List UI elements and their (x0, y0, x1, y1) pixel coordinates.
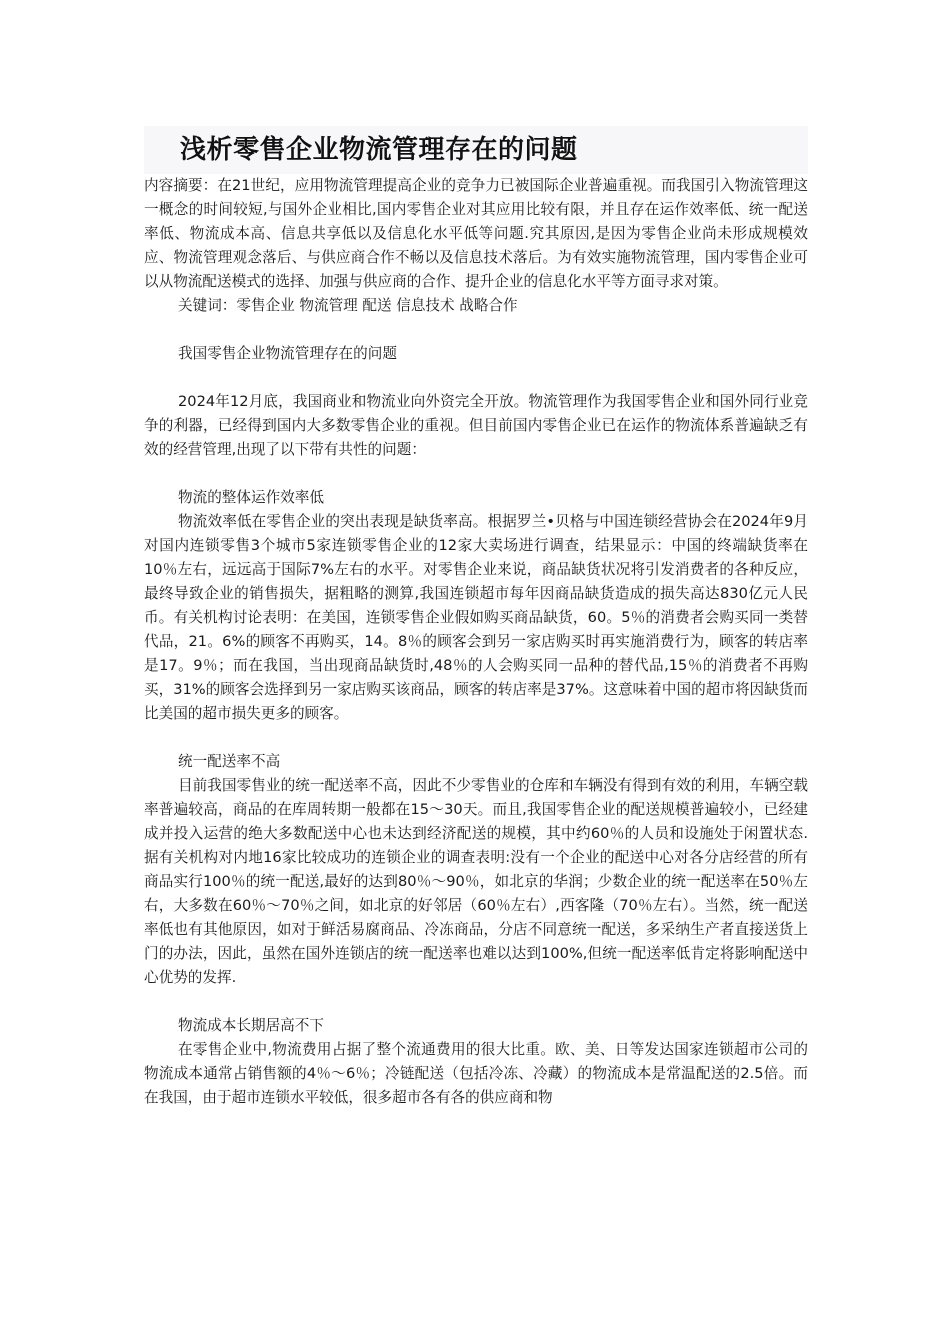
document-title: 浅析零售企业物流管理存在的问题 (180, 135, 578, 165)
spacer (144, 726, 808, 750)
keywords-line: 关键词：零售企业 物流管理 配送 信息技术 战略合作 (178, 297, 518, 314)
section-heading: 我国零售企业物流管理存在的问题 (178, 345, 397, 362)
intro-paragraph: 2024年12月底，我国商业和物流业向外资完全开放。物流管理作为我国零售企业和国外同行业竞争的利器，已经得到国内大多数零售企业的重视。但目前国内零售企业已在运作的物流体系普遍缺乏有效的经营管理,出现了以下带有共性的问题： (144, 393, 808, 458)
abstract-paragraph: 内容摘要：在21世纪，应用物流管理提高企业的竞争力已被国际企业普遍重视。而我国引入物流管理这一概念的时间较短,与国外企业相比,国内零售企业对其应用比较有限，并且存在运作效率低、统一配送率低、物流成本高、信息共享低以及信息化水平低等问题.究其原因,是因为零售企业尚未形成规模效应、物流管理观念落后、与供应商合作不畅以及信息技术落后。为有效实施物流管理，国内零售企业可以从物流配送模式的选择、加强与供应商的合作、提升企业的信息化水平等方面寻求对策。 (144, 177, 808, 290)
subsection-text-efficiency: 物流效率低在零售企业的突出表现是缺货率高。根据罗兰•贝格与中国连锁经营协会在2024年9月对国内连锁零售3个城市5家连锁零售企业的12家大卖场进行调查，结果显示：中国的终端缺货率在10％左右，远远高于国际7%左右的水平。对零售企业来说，商品缺货状况将引发消费者的各种反应，最终导致企业的销售损失，据粗略的测算,我国连锁超市每年因商品缺货造成的损失高达830亿元人民币。有关机构讨论表明：在美国，连锁零售企业假如购买商品缺货，60。5％的消费者会购买同一类替代品，21。6%的顾客不再购买，14。8％的顾客会到另一家店购买时再实施消费行为，顾客的转店率是17。9％；而在我国，当出现商品缺货时,48％的人会购买同一品种的替代品,15％的消费者不再购买，31%的顾客会选择到另一家店购买该商品，顾客的转店率是37%。这意味着中国的超市将因缺货而比美国的超市损失更多的顾客。 (144, 513, 808, 722)
spacer (144, 318, 808, 342)
spacer (144, 990, 808, 1014)
subsection-heading-cost: 物流成本长期居高不下 (178, 1017, 324, 1034)
subsection-heading-efficiency: 物流的整体运作效率低 (178, 489, 324, 506)
subsection-heading-distribution: 统一配送率不高 (178, 753, 281, 770)
document-page (144, 126, 808, 1110)
title-bar (144, 126, 808, 174)
subsection-text-distribution: 目前我国零售业的统一配送率不高，因此不少零售业的仓库和车辆没有得到有效的利用，车辆空载率普遍较高，商品的在库周转期一般都在15～30天。而且,我国零售企业的配送规模普遍较小，已经建成并投入运营的绝大多数配送中心也未达到经济配送的规模，其中约60％的人员和设施处于闲置状态.据有关机构对内地16家比较成功的连锁企业的调查表明:没有一个企业的配送中心对各分店经营的所有商品实行100％的统一配送,最好的达到80％～90％，如北京的华润；少数企业的统一配送率在50％左右，大多数在60％～70％之间，如北京的好邻居（60％左右）,西客隆（70％左右）。当然，统一配送率低也有其他原因，如对于鲜活易腐商品、冷冻商品，分店不同意统一配送，多采纳生产者直接送货上门的办法，因此，虽然在国外连锁店的统一配送率也难以达到100%,但统一配送率低肯定将影响配送中心优势的发挥. (144, 777, 808, 986)
subsection-text-cost: 在零售企业中,物流费用占据了整个流通费用的很大比重。欧、美、日等发达国家连锁超市公司的物流成本通常占销售额的4％～6％；冷链配送（包括冷冻、冷藏）的物流成本是常温配送的2.5倍。而在我国，由于超市连锁水平较低，很多超市各有各的供应商和物 (144, 1041, 808, 1106)
spacer (144, 366, 808, 390)
spacer (144, 462, 808, 486)
